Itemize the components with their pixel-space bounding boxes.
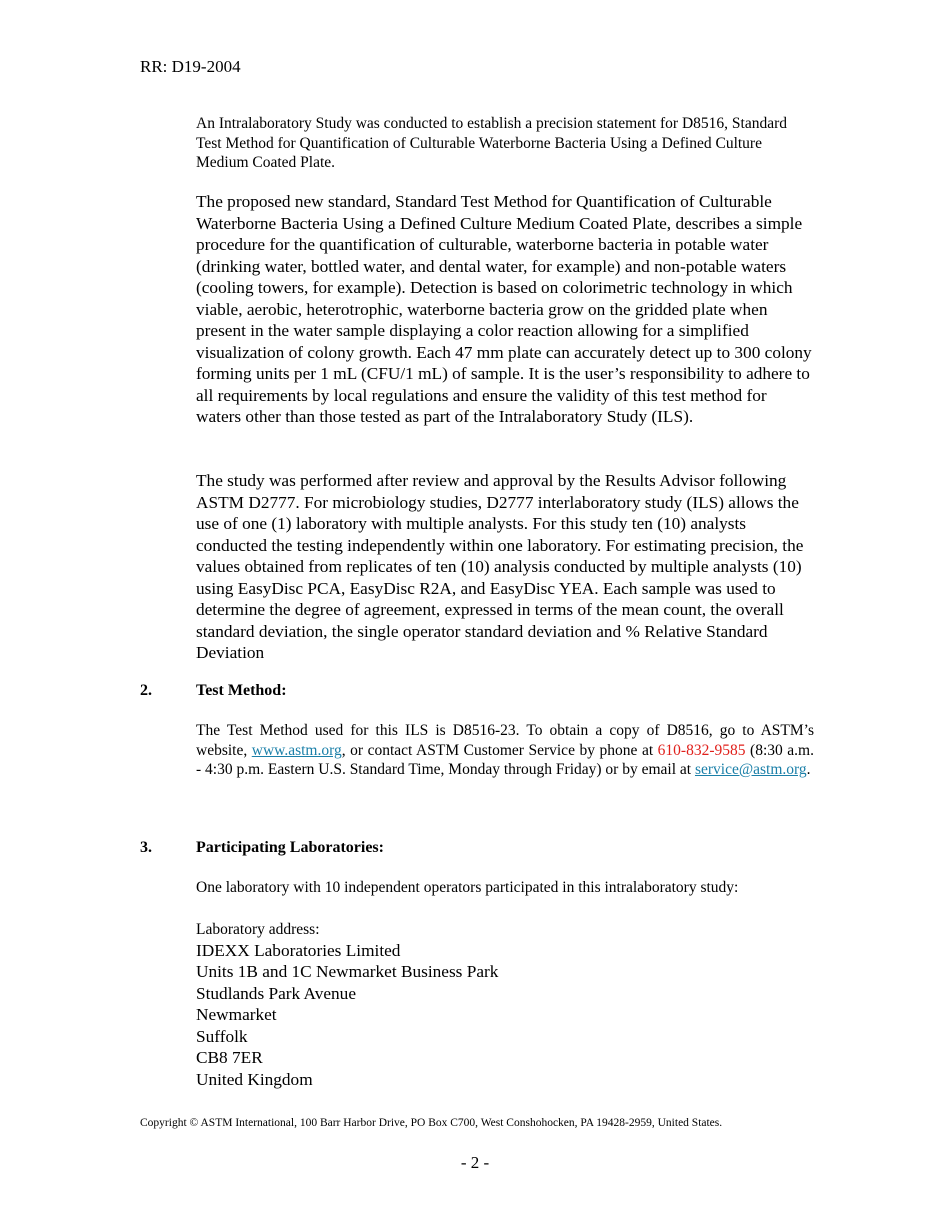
address-line: Units 1B and 1C Newmarket Business Park bbox=[196, 962, 499, 981]
study-paragraph: The study was performed after review and approval by the Results Advisor following ASTM D2777. For microbiology studies, D2777 interlaboratory study (ILS) allows the use of one (1) laboratory with multiple analysts. For this study ten (10) analysts conducted the testing independently within one laboratory. For estimating precision, the values obtained from replicates of ten (10) analysis conducted by multiple analysts (10) using EasyDisc PCA, EasyDisc R2A, and EasyDisc YEA. Each sample was used to determine the degree of agreement, expressed in terms of the mean count, the overall standard deviation, the single operator standard deviation and % Relative Standard Deviation bbox=[196, 471, 804, 662]
section-2-number: 2. bbox=[140, 682, 152, 699]
section-3-title: Participating Laboratories: bbox=[196, 839, 384, 856]
intro-paragraph: An Intralaboratory Study was conducted to establish a precision statement for D8516, Standard Test Method for Quantification of Culturable Waterborne Bacteria Using a Defined Culture Medium Coated Plate. bbox=[196, 115, 788, 171]
proposed-paragraph-block bbox=[196, 191, 816, 428]
address-line: CB8 7ER bbox=[196, 1048, 263, 1067]
section-2-heading bbox=[140, 682, 287, 700]
astm-website-link[interactable]: www.astm.org bbox=[251, 741, 342, 759]
section-3-heading bbox=[140, 839, 384, 857]
test-method-text-a: The Test Method used for this ILS is D8516-23. To obtain a copy of D8516, go to ASTM’s website, bbox=[196, 722, 814, 759]
address-line: IDEXX Laboratories Limited bbox=[196, 940, 401, 960]
section-3-number: 3. bbox=[140, 839, 152, 856]
participating-labs-block bbox=[196, 878, 816, 898]
test-method-text-b: , or contact ASTM Customer Service by phone at bbox=[341, 741, 658, 759]
report-id-header: RR: D19-2004 bbox=[140, 57, 241, 76]
intro-paragraph-block bbox=[196, 114, 816, 173]
section-2-title: Test Method: bbox=[196, 682, 287, 699]
address-line: Newmarket bbox=[196, 1005, 277, 1024]
laboratory-address-block bbox=[196, 920, 816, 1090]
address-line: Studlands Park Avenue bbox=[196, 983, 356, 1003]
test-method-text-c: (8:30 a.m. - 4:30 p.m. Eastern U.S. Standard Time, Monday through Friday) or by email at bbox=[196, 741, 814, 778]
study-paragraph-block bbox=[196, 470, 816, 664]
customer-service-phone: 610-832-9585 bbox=[657, 741, 746, 759]
test-method-paragraph bbox=[196, 721, 814, 780]
address-line: United Kingdom bbox=[196, 1069, 313, 1089]
participating-labs-intro: One laboratory with 10 independent operators participated in this intralaboratory study: bbox=[196, 879, 739, 896]
test-method-text-d: . bbox=[806, 761, 811, 778]
copyright-footer: Copyright © ASTM International, 100 Barr Harbor Drive, PO Box C700, West Conshohocken, PA 19428-2959, United States. bbox=[140, 1117, 723, 1129]
astm-email-link[interactable]: service@astm.org bbox=[694, 761, 807, 778]
page-number: - 2 - bbox=[460, 1153, 490, 1172]
laboratory-address-label: Laboratory address: bbox=[196, 921, 320, 938]
address-line: Suffolk bbox=[196, 1026, 248, 1046]
proposed-standard-paragraph: The proposed new standard, Standard Test Method for Quantification of Culturable Waterborne Bacteria Using a Defined Culture Medium Coated Plate, describes a simple procedure for the quantification of culturable, waterborne bacteria in potable water (drinking water, bottled water, and dental water, for example) and non-potable waters (cooling towers, for example). Detection is based on colorimetric technology in which viable, aerobic, heterotrophic, waterborne bacteria grow on the gridded plate when present in the water sample displaying a color reaction allowing for a simplified visualization of colony growth. Each 47 mm plate can accurately detect up to 300 colony forming units per 1 mL (CFU/1 mL) of sample. It is the user’s responsibility to adhere to all requirements by local regulations and ensure the validity of this test method for waters other than those tested as part of the Intralaboratory Study (ILS). bbox=[196, 192, 812, 426]
test-method-block bbox=[196, 721, 814, 780]
